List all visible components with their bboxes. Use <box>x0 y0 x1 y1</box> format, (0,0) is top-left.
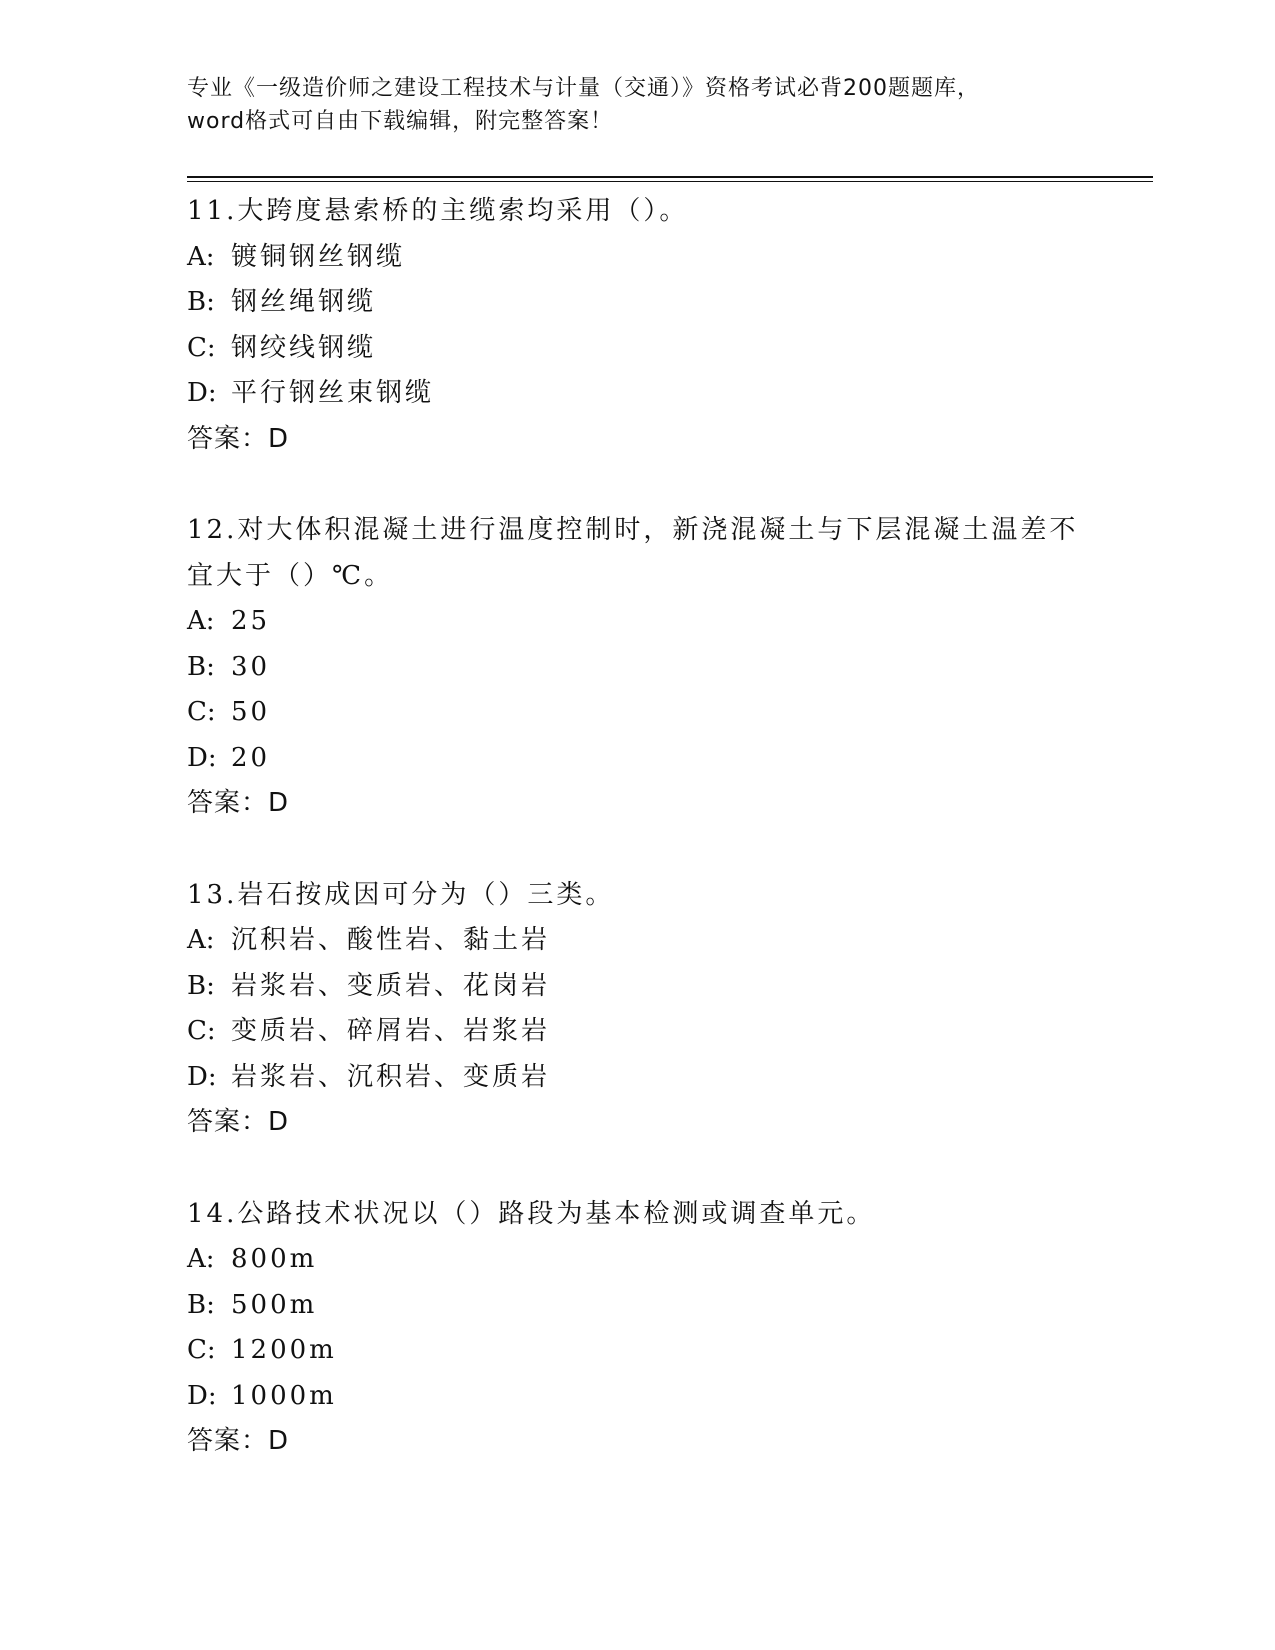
option-c <box>187 1009 1153 1055</box>
option-a <box>187 1237 1153 1283</box>
option-letter: A: <box>187 925 215 955</box>
option-d <box>187 1055 1153 1101</box>
option-text: 平行钢丝束钢缆 <box>231 378 435 408</box>
option-letter: A: <box>187 606 215 636</box>
option-text: 沉积岩、酸性岩、黏土岩 <box>231 925 551 955</box>
option-letter: C: <box>187 1335 216 1365</box>
option-text: 800m <box>231 1244 318 1274</box>
option-text: 钢绞线钢缆 <box>231 332 377 363</box>
option-letter: A: <box>187 1244 215 1274</box>
option-letter: D: <box>187 1061 217 1092</box>
question-stem: 11.大跨度悬索桥的主缆索均采用（）。 <box>187 196 689 226</box>
option-letter: D: <box>187 378 217 408</box>
option-text: 20 <box>231 742 271 773</box>
option-letter: C: <box>187 332 216 363</box>
option-c <box>187 1328 1153 1374</box>
question-13 <box>187 873 1153 1146</box>
question-stem-continued: 宜大于（）℃。 <box>187 560 394 591</box>
option-text: 30 <box>231 651 271 682</box>
option-b <box>187 280 1153 326</box>
header-line-2: word格式可自由下载编辑，附完整答案！ <box>187 109 614 134</box>
question-14 <box>187 1192 1153 1465</box>
option-c <box>187 326 1153 372</box>
option-text: 500m <box>231 1289 318 1320</box>
option-text: 岩浆岩、沉积岩、变质岩 <box>231 1061 551 1092</box>
option-text: 钢丝绳钢缆 <box>231 287 377 317</box>
option-letter: C: <box>187 697 216 727</box>
option-text: 镀铜钢丝钢缆 <box>231 241 406 272</box>
answer-line: 答案：D <box>187 1107 290 1137</box>
option-text: 岩浆岩、变质岩、花岗岩 <box>231 970 551 1001</box>
option-letter: D: <box>187 742 217 773</box>
option-d <box>187 736 1153 782</box>
option-a <box>187 918 1153 964</box>
option-text: 1200m <box>231 1335 337 1365</box>
answer-line: 答案：D <box>187 423 290 454</box>
option-a <box>187 599 1153 645</box>
question-12 <box>187 508 1153 827</box>
question-stem: 12.对大体积混凝土进行温度控制时，新浇混凝土与下层混凝土温差不 <box>187 515 1079 545</box>
option-d <box>187 1374 1153 1420</box>
answer-line: 答案：D <box>187 1426 290 1456</box>
option-c <box>187 690 1153 736</box>
header-divider-thick <box>187 176 1153 178</box>
header-line-1: 专业《一级造价师之建设工程技术与计量（交通）》资格考试必背200题题库， <box>187 76 980 101</box>
option-letter: B: <box>187 970 215 1001</box>
option-text: 变质岩、碎屑岩、岩浆岩 <box>231 1016 551 1046</box>
option-letter: B: <box>187 287 215 317</box>
option-text: 1000m <box>231 1380 337 1411</box>
question-list <box>187 189 1153 1511</box>
header-divider-thin <box>187 181 1153 182</box>
option-letter: A: <box>187 241 215 272</box>
option-letter: D: <box>187 1380 217 1411</box>
question-stem: 14.公路技术状况以（）路段为基本检测或调查单元。 <box>187 1198 876 1229</box>
option-letter: C: <box>187 1016 216 1046</box>
question-stem: 13.岩石按成因可分为（）三类。 <box>187 879 615 910</box>
question-11 <box>187 189 1153 462</box>
option-letter: B: <box>187 1289 215 1320</box>
option-d <box>187 371 1153 417</box>
document-header <box>187 72 1087 138</box>
option-b <box>187 645 1153 691</box>
option-text: 25 <box>231 606 271 636</box>
option-text: 50 <box>231 697 271 727</box>
option-a <box>187 235 1153 281</box>
option-b <box>187 1283 1153 1329</box>
option-letter: B: <box>187 651 215 682</box>
option-b <box>187 964 1153 1010</box>
answer-line: 答案：D <box>187 788 290 818</box>
